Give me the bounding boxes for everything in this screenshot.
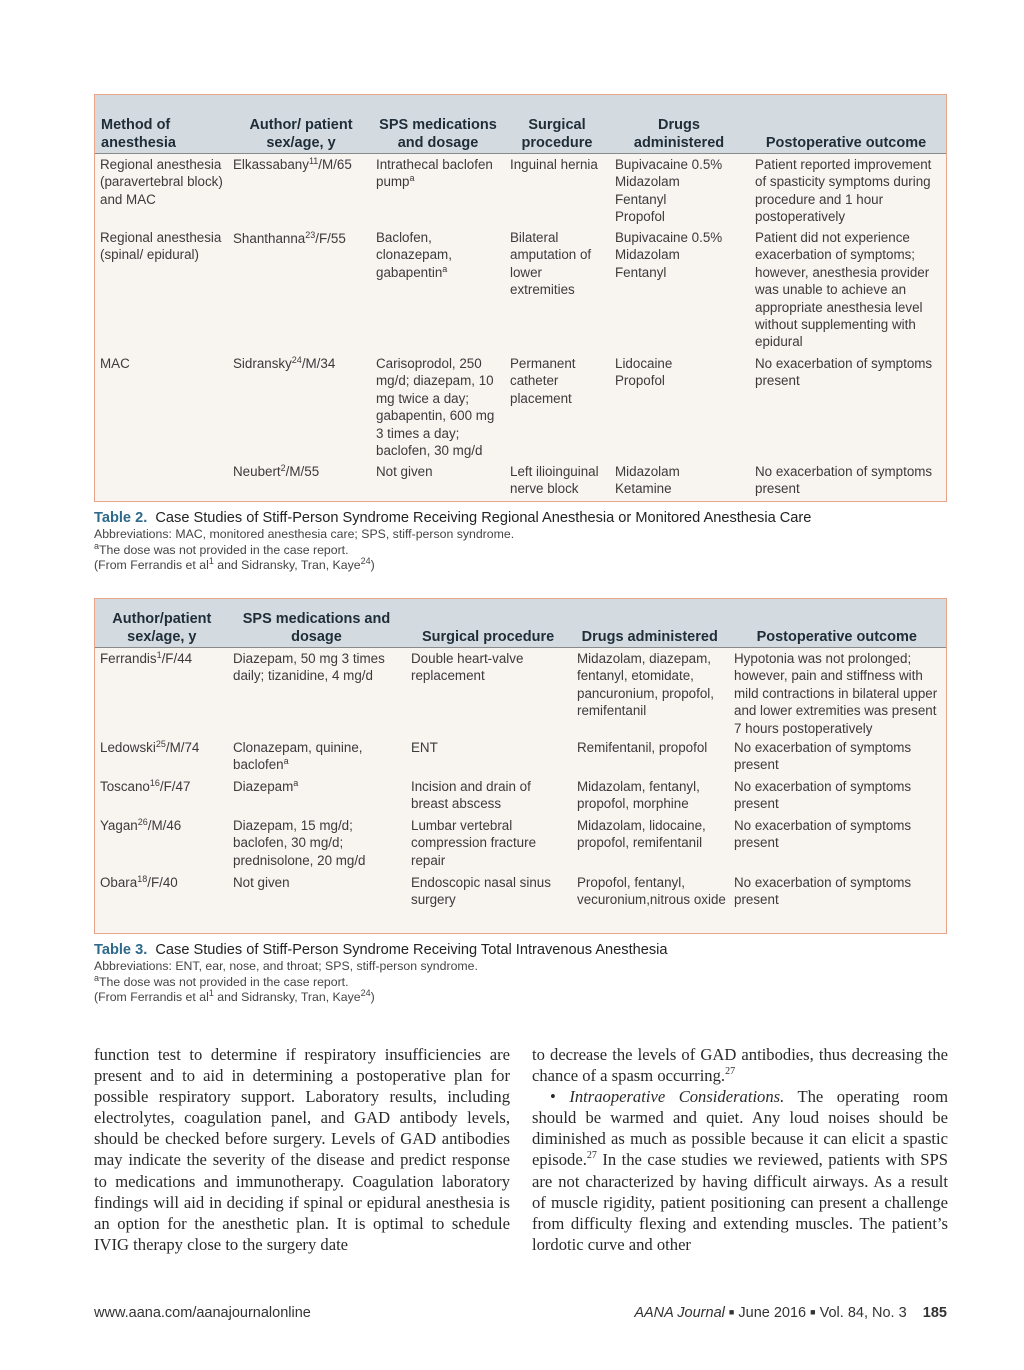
cell-author: Obara$^{18}$/F/40: [100, 874, 178, 890]
cell-method: Regional anesthesia (spinal/ epidural): [100, 230, 222, 263]
caption-footnote: $^a$The dose was not provided in the case report.: [94, 540, 349, 557]
table-2: [94, 94, 947, 502]
cell-meds: Diazepam$^a$: [233, 778, 299, 794]
t3-header-outcome: Postoperative outcome: [756, 628, 917, 645]
body-paragraph: to decrease the levels of GAD antibodies, thus decreasing the chance of a spasm occurring.$^{27}$: [532, 1045, 948, 1086]
cell-procedure: Incision and drain of breast abscess: [411, 779, 531, 812]
cell-author: Neubert$^2$/M/55: [233, 463, 320, 479]
t3-header-author: Author/patient sex/age, y: [112, 611, 212, 645]
footer-journal-info: AANA Journal ■ June 2016 ■ Vol. 84, No. 3 185: [634, 1305, 947, 1321]
table-3-header: [95, 599, 946, 648]
table-row: [95, 461, 946, 501]
cell-meds: Not given: [233, 875, 290, 890]
cell-procedure: Permanent catheter placement: [510, 356, 576, 406]
caption-abbreviations: Abbreviations: MAC, monitored anesthesia care; SPS, stiff-person syndrome.: [94, 527, 515, 541]
cell-author: Sidransky$^{24}$/M/34: [233, 355, 336, 371]
caption-source: (From Ferrandis et $al^1$ and Sidransky, Tran, Kaye$^{24}$): [94, 556, 375, 572]
cell-meds: Carisoprodol, 250 mg/d; diazepam, 10 mg twice a day; gabapentin, 600 mg 3 times a day; baclofen, 30 mg/d: [376, 356, 495, 459]
footer-url: www.aana.com/aanajournalonline: [94, 1305, 311, 1321]
table-row: [95, 648, 946, 739]
table-row: [95, 817, 946, 874]
caption-title: Table 2. Case Studies of Stiff-Person Syndrome Receiving Regional Anesthesia or Monitored Anesthesia Care: [94, 510, 812, 526]
cell-meds: Clonazepam, quinine, baclofen$^a$: [233, 740, 363, 773]
cell-procedure: Bilateral amputation of lower extremities: [510, 230, 592, 298]
cell-outcome: No exacerbation of symptoms present: [734, 818, 912, 851]
cell-outcome: Hypotonia was not prolonged; however, pain and stiffness with mild contractions in bilateral upper and lower extremities was present 7 hours postoperatively: [734, 651, 938, 736]
t3-header-procedure: Surgical procedure: [422, 628, 555, 645]
t2-header-method: Method of anesthesia: [101, 117, 176, 151]
cell-author: Toscano$^{16}$/F/47: [100, 778, 191, 794]
cell-drugs: Remifentanil, propofol: [577, 740, 708, 755]
cell-procedure: Lumbar vertebral compression fracture repair: [411, 818, 537, 868]
t2-header-outcome: Postoperative outcome: [765, 134, 927, 151]
cell-drugs: Midazolam, diazepam, fentanyl, etomidate, pancuronium, propofol, remifentanil: [577, 651, 714, 719]
page-number: 185: [922, 1305, 947, 1321]
cell-outcome: No exacerbation of symptoms present: [734, 740, 912, 773]
cell-author: Elkassabany$^{11}$/M/65: [233, 156, 352, 172]
cell-outcome: No exacerbation of symptoms present: [755, 356, 933, 389]
table-row: [95, 778, 946, 817]
body-right-column: [532, 1044, 948, 1255]
caption-title: Table 3. Case Studies of Stiff-Person Syndrome Receiving Total Intravenous Anesthesia: [94, 942, 668, 958]
cell-outcome: Patient did not experience exacerbation of symptoms; however, anesthesia provider was unable to achieve an appropriate anesthesia level without supplementing with epidural: [755, 230, 930, 350]
t2-header-author: Author/ patient sex/age, y: [249, 117, 353, 151]
cell-meds: Diazepam, 15 mg/d; baclofen, 30 mg/d; prednisolone, 20 mg/d: [233, 818, 366, 868]
cell-method: Regional anesthesia (paravertebral block) and MAC: [100, 157, 223, 207]
cell-drugs: Lidocaine Propofol: [615, 356, 673, 389]
table-3-caption: [94, 941, 954, 1006]
cell-procedure: ENT: [411, 740, 438, 755]
table-2-caption: [94, 509, 954, 574]
cell-author: Ferrandis$^1$/F/44: [100, 650, 193, 666]
cell-drugs: Bupivacaine 0.5% Midazolam Fentanyl Propofol: [615, 157, 723, 225]
body-paragraph: • Intraoperative Considerations. The operating room should be warmed and quiet. Any loud noises should be diminished as much as possible because it can elicit a spastic episode.$^{27}$ In the case studies we reviewed, patients with SPS are not characterized by having difficult airways. As a result of muscle rigidity, patient positioning can present a challenge from difficulty flexing and extending muscles. The patient’s lordotic curve and other: [532, 1087, 948, 1254]
body-paragraph: function test to determine if respiratory insufficiencies are present and to aid in determining a postoperative plan for possible respiratory support. Laboratory results, including electrolytes, coagulation panel, and GAD antibody levels, should be checked before surgery. Levels of GAD antibodies may indicate the severity of the disease and predict response to medications and immunotherapy. Coagulation laboratory findings will aid in deciding if spinal or epidural anesthesia is an option for the anesthetic plan. It is optimal to schedule IVIG therapy close to the surgery date: [94, 1045, 510, 1254]
cell-author: Shanthanna$^{23}$/F/55: [233, 230, 346, 246]
t2-header-meds: SPS medications and dosage: [379, 117, 497, 151]
caption-footnote: $^a$The dose was not provided in the case report.: [94, 972, 349, 989]
cell-drugs: Bupivacaine 0.5% Midazolam Fentanyl: [615, 230, 723, 280]
cell-drugs: Midazolam Ketamine: [615, 464, 680, 497]
t3-header-meds: SPS medications and dosage: [242, 611, 391, 645]
table-row: [95, 739, 946, 778]
cell-procedure: Left ilioinguinal nerve block: [510, 464, 599, 497]
cell-procedure: Inguinal hernia: [510, 157, 598, 172]
table-row: [95, 225, 946, 353]
cell-outcome: Patient reported improvement of spasticity symptoms during procedure and 1 hour postoperatively: [755, 157, 932, 225]
cell-drugs: Midazolam, lidocaine, propofol, remifentanil: [577, 818, 706, 851]
caption-abbreviations: Abbreviations: ENT, ear, nose, and throat; SPS, stiff-person syndrome.: [94, 959, 478, 973]
t2-header-procedure: Surgical procedure: [521, 117, 593, 151]
table-2-header: [95, 95, 946, 154]
section-heading: Intraoperative Considerations.: [569, 1087, 785, 1107]
cell-drugs: Midazolam, fentanyl, propofol, morphine: [577, 779, 700, 812]
caption-source: (From Ferrandis et $al^1$ and Sidransky, Tran, Kaye$^{24}$): [94, 988, 375, 1004]
table-row: [95, 874, 946, 930]
cell-meds: Diazepam, 50 mg 3 times daily; tizanidine, 4 mg/d: [233, 651, 385, 684]
t3-header-drugs: Drugs administered: [581, 628, 718, 645]
cell-meds: Baclofen, clonazepam, gabapentin$^a$: [376, 230, 452, 280]
body-left-column: [94, 1044, 510, 1255]
cell-author: Ledowski$^{25}$/M/74: [100, 739, 200, 755]
cell-drugs: Propofol, fentanyl, vecuronium,nitrous oxide: [577, 875, 726, 908]
cell-method: MAC: [100, 356, 130, 371]
t2-header-drugs: Drugs administered: [633, 117, 725, 151]
cell-outcome: No exacerbation of symptoms present: [734, 779, 912, 812]
table-3: [94, 598, 947, 934]
cell-author: Yagan$^{26}$/M/46: [100, 817, 182, 833]
cell-outcome: No exacerbation of symptoms present: [734, 875, 912, 908]
cell-procedure: Endoscopic nasal sinus surgery: [411, 875, 551, 908]
table-row: [95, 154, 946, 225]
cell-meds: Intrathecal baclofen pump$^a$: [376, 157, 493, 190]
cell-meds: Not given: [376, 464, 433, 479]
table-row: [95, 353, 946, 461]
bullet: •: [550, 1087, 556, 1107]
cell-procedure: Double heart-valve replacement: [411, 651, 524, 684]
cell-outcome: No exacerbation of symptoms present: [755, 464, 933, 497]
